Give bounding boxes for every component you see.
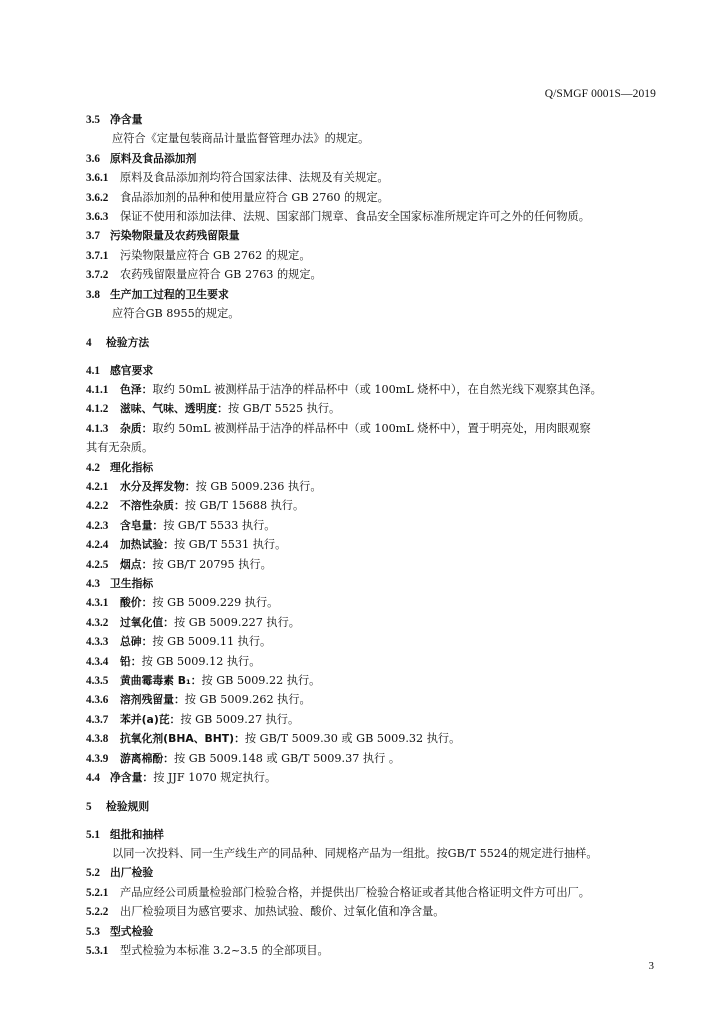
clause-number: 3.8	[86, 288, 100, 301]
clause-text: 其有无杂质。	[86, 441, 154, 455]
clause-number: 4.2.3	[86, 519, 109, 532]
clause-title: 型式检验	[110, 924, 154, 938]
document-line	[86, 535, 658, 554]
clause-number: 4.3.8	[86, 733, 109, 746]
clause-text: 应符合GB 8955的规定。	[112, 306, 240, 320]
document-line	[86, 380, 658, 399]
clause-text: 农药残留限量应符合 GB 2763 的规定。	[120, 268, 322, 282]
clause-text: 按 GB 5009.11 执行。	[152, 635, 272, 649]
document-body	[86, 110, 658, 960]
clause-title: 色泽：	[120, 383, 153, 397]
document-line	[86, 246, 658, 265]
clause-title: 原料及食品添加剂	[110, 151, 197, 165]
clause-number: 4.2.2	[86, 500, 109, 513]
clause-title: 滋味、气味、透明度：	[120, 402, 228, 416]
clause-number: 5.2.2	[86, 906, 109, 919]
clause-number: 5.2	[86, 867, 100, 880]
document-line	[86, 710, 658, 729]
document-line	[86, 593, 658, 612]
clause-number: 3.7	[86, 230, 100, 243]
clause-text: 按 GB 5009.22 执行。	[201, 673, 321, 687]
clause-number: 3.6.1	[86, 172, 109, 185]
clause-number: 4.3.7	[86, 713, 109, 726]
clause-text: 保证不使用和添加法律、法规、国家部门规章、食品安全国家标准所规定许可之外的任何物质。	[120, 209, 590, 223]
document-line	[86, 749, 658, 768]
clause-number: 3.5	[86, 114, 100, 126]
clause-number: 4.2.5	[86, 558, 109, 571]
clause-number: 5.3	[86, 925, 100, 938]
clause-title: 加热试验：	[120, 538, 174, 552]
clause-number: 4.3.4	[86, 655, 109, 668]
clause-text: 按 GB/T 5009.30 或 GB 5009.32 执行。	[244, 732, 461, 746]
clause-number: 3.7.2	[86, 269, 109, 282]
document-line	[86, 797, 658, 816]
clause-text: 以同一次投料、同一生产线生产的同品种、同规格产品为一组批。按GB/T 5524的规定进行抽样。	[112, 847, 598, 861]
document-line	[86, 632, 658, 651]
clause-text: 按 GB/T 15688 执行。	[184, 499, 305, 513]
document-line	[86, 863, 658, 882]
document-line	[86, 419, 658, 438]
clause-text: 按 GB/T 5531 执行。	[173, 538, 287, 552]
clause-text: 食品添加剂的品种和使用量应符合 GB 2760 的规定。	[120, 190, 389, 204]
clause-text: 按 GB/T 5525 执行。	[227, 402, 341, 416]
clause-title: 过氧化值：	[120, 615, 174, 629]
clause-number: 4.4	[86, 771, 100, 784]
clause-title: 出厂检验	[110, 866, 154, 880]
clause-number: 3.7.1	[86, 249, 109, 262]
clause-title: 检验规则	[106, 800, 150, 814]
clause-title: 不溶性杂质：	[120, 499, 185, 513]
document-line	[86, 477, 658, 496]
document-line	[86, 110, 658, 129]
clause-text: 按 GB 5009.236 执行。	[195, 480, 322, 494]
clause-title: 组批和抽样	[110, 827, 164, 841]
document-line	[86, 825, 658, 844]
document-line	[86, 768, 658, 787]
clause-title: 卫生指标	[110, 576, 154, 590]
clause-title: 铅：	[120, 654, 142, 668]
document-line	[86, 613, 658, 632]
clause-text: 取约 50mL 被测样品于洁净的样品杯中（或 100mL 烧杯中），置于明亮处，用肉眼观察	[152, 421, 591, 435]
document-line	[86, 333, 658, 352]
document-line	[86, 188, 658, 207]
clause-number: 4.3.5	[86, 674, 109, 687]
document-line	[86, 265, 658, 284]
clause-number: 4.1.3	[86, 422, 109, 435]
document-line	[86, 496, 658, 515]
clause-number: 4.3	[86, 577, 100, 590]
document-line	[86, 399, 658, 418]
clause-title: 净含量：	[110, 770, 154, 784]
clause-text: 原料及食品添加剂均符合国家法律、法规及有关规定。	[120, 171, 389, 185]
clause-number: 3.6	[86, 152, 100, 165]
clause-title: 黄曲霉毒素 B₁：	[120, 673, 202, 687]
document-line	[86, 941, 658, 960]
clause-text: 按 GB 5009.262 执行。	[184, 693, 311, 707]
clause-title: 感官要求	[110, 363, 154, 377]
clause-number: 4.2.4	[86, 539, 109, 552]
document-line	[86, 458, 658, 477]
clause-number: 3.6.2	[86, 191, 109, 204]
clause-text: 按 GB 5009.27 执行。	[180, 712, 300, 726]
clause-number: 4.3.3	[86, 636, 109, 649]
clause-text: 产品应经公司质量检验部门检验合格，并提供出厂检验合格证或者其他合格证明文件方可出厂。	[120, 885, 590, 899]
clause-text: 按 GB 5009.227 执行。	[173, 615, 300, 629]
document-line	[86, 516, 658, 535]
clause-text: 污染物限量应符合 GB 2762 的规定。	[120, 248, 311, 262]
clause-text: 应符合《定量包装商品计量监督管理办法》的规定。	[112, 132, 370, 146]
clause-number: 4.1.2	[86, 403, 109, 416]
clause-title: 酸价：	[120, 596, 153, 610]
clause-number: 4.1.1	[86, 384, 109, 397]
clause-number: 4.3.1	[86, 597, 109, 610]
document-line	[86, 438, 658, 457]
clause-text: 按 GB 5009.229 执行。	[152, 596, 279, 610]
page-number: 3	[648, 960, 654, 972]
clause-title: 检验方法	[106, 336, 150, 350]
clause-title: 苯并(a)芘：	[120, 712, 181, 726]
clause-text: 按 JJF 1070 规定执行。	[153, 770, 277, 784]
clause-number: 5.2.1	[86, 886, 109, 899]
document-line	[86, 304, 658, 323]
clause-title: 污染物限量及农药残留限量	[110, 229, 240, 243]
clause-number: 4.3.2	[86, 616, 109, 629]
clause-text: 出厂检验项目为感官要求、加热试验、酸价、过氧化值和净含量。	[120, 905, 445, 919]
clause-title: 生产加工过程的卫生要求	[110, 287, 229, 301]
clause-title: 杂质：	[120, 421, 153, 435]
document-line	[86, 883, 658, 902]
clause-text: 按 GB 5009.12 执行。	[141, 654, 261, 668]
clause-number: 4.2.1	[86, 481, 109, 494]
clause-number: 4.2	[86, 461, 100, 474]
document-line	[86, 285, 658, 304]
clause-number: 4.3.9	[86, 752, 109, 765]
clause-number: 4.1	[86, 364, 100, 377]
clause-title: 游离棉酚：	[120, 751, 174, 765]
document-line	[86, 690, 658, 709]
document-line	[86, 922, 658, 941]
document-code-header: Q/SMGF 0001S—2019	[544, 88, 656, 100]
clause-title: 水分及挥发物：	[120, 480, 196, 494]
clause-number: 5.3.1	[86, 945, 109, 958]
document-line	[86, 844, 658, 863]
clause-text: 型式检验为本标准 3.2~3.5 的全部项目。	[120, 944, 329, 958]
document-line	[86, 574, 658, 593]
clause-number: 3.6.3	[86, 210, 109, 223]
clause-text: 按 GB 5009.148 或 GB/T 5009.37 执行 。	[173, 751, 401, 765]
clause-title: 溶剂残留量：	[120, 693, 185, 707]
clause-text: 按 GB/T 5533 执行。	[163, 518, 276, 532]
document-line	[86, 361, 658, 380]
clause-title: 抗氧化剂(BHA、BHT)：	[120, 732, 245, 746]
document-line	[86, 671, 658, 690]
clause-title: 含皂量：	[120, 518, 164, 532]
clause-number: 5.1	[86, 828, 100, 841]
clause-number: 4.3.6	[86, 694, 109, 707]
clause-text: 按 GB/T 20795 执行。	[152, 557, 272, 571]
document-line	[86, 226, 658, 245]
clause-text: 取约 50mL 被测样品于洁净的样品杯中（或 100mL 烧杯中），在自然光线下观察其色泽。	[152, 383, 602, 397]
document-line	[86, 902, 658, 921]
clause-number: 5	[86, 801, 92, 814]
document-line	[86, 555, 658, 574]
document-line	[86, 149, 658, 168]
clause-title: 总砷：	[120, 635, 153, 649]
clause-title: 烟点：	[120, 557, 153, 571]
document-line	[86, 129, 658, 148]
document-line	[86, 168, 658, 187]
clause-title: 理化指标	[110, 460, 154, 474]
document-line	[86, 652, 658, 671]
clause-number: 4	[86, 337, 92, 350]
document-line	[86, 207, 658, 226]
document-line	[86, 729, 658, 748]
clause-title: 净含量	[110, 113, 143, 126]
